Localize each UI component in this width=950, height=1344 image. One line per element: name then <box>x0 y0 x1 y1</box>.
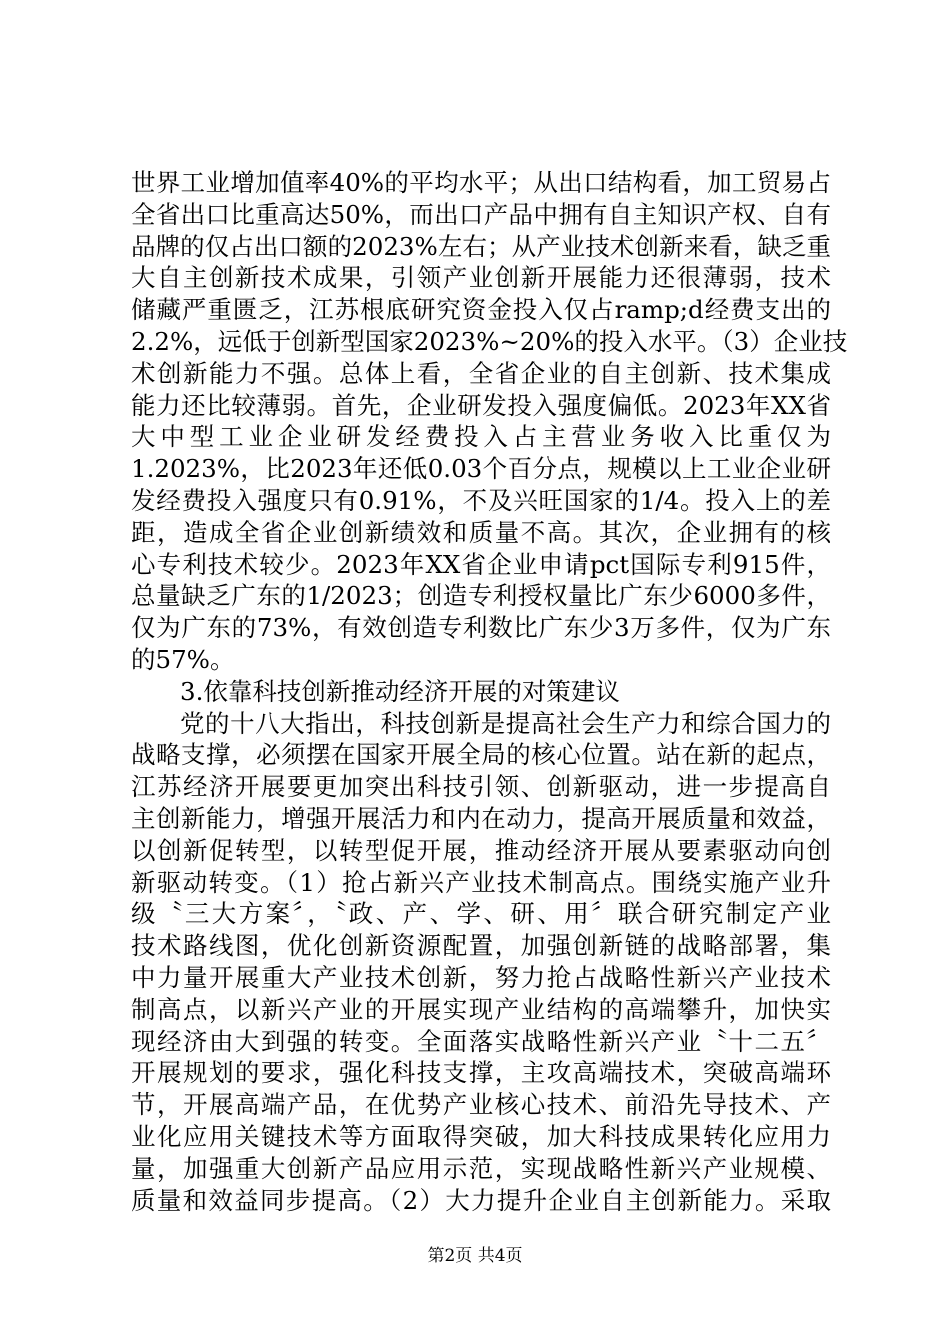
text-line: 主创新能力，增强开展活力和内在动力，提高开展质量和效益， <box>131 803 831 833</box>
text-line: 节，开展高端产品，在优势产业核心技术、前沿先导技术、产 <box>131 1090 831 1120</box>
text-line: 大中型工业企业研发经费投入占主营业务收入比重仅为 <box>131 422 831 452</box>
text-line: 大自主创新技术成果，引领产业创新开展能力还很薄弱，技术 <box>131 263 831 293</box>
text-line: 世界工业增加值率40%的平均水平；从出口结构看，加工贸易占 <box>131 168 831 197</box>
text-line: 储藏严重匮乏，江苏根底研究资金投入仅占ramp;d经费支出的 <box>131 295 831 325</box>
body-text <box>131 167 848 1216</box>
text-line: 制高点，以新兴产业的开展实现产业结构的高端攀升，加快实 <box>131 994 831 1024</box>
page-footer: 第2页 共4页 <box>427 1246 523 1266</box>
text-line: 党的十八大指出，科技创新是提高社会生产力和综合国力的 <box>180 708 831 738</box>
text-line: 的57%。 <box>131 644 235 674</box>
text-line: 距，造成全省企业创新绩效和质量不高。其次，企业拥有的核 <box>131 517 831 547</box>
text-line: 中力量开展重大产业技术创新，努力抢占战略性新兴产业技术 <box>131 962 831 992</box>
text-line: 2.2%，远低于创新型国家2023%~20%的投入水平。（3）企业技 <box>131 326 848 356</box>
text-line: 仅为广东的73%，有效创造专利数比广东少3万多件，仅为广东 <box>131 613 831 643</box>
text-line: 业化应用关键技术等方面取得突破，加大科技成果转化应用力 <box>131 1121 831 1151</box>
text-line: 术创新能力不强。总体上看，全省企业的自主创新、技术集成 <box>131 358 831 388</box>
text-line: 总量缺乏广东的1/2023；创造专利授权量比广东少6000多件， <box>131 581 831 611</box>
text-line: 发经费投入强度只有0.91%，不及兴旺国家的1/4。投入上的差 <box>131 485 831 515</box>
text-line: 技术路线图，优化创新资源配置，加强创新链的战略部署，集 <box>131 931 831 961</box>
text-line: 现经济由大到强的转变。全面落实战略性新兴产业〝十二五〞 <box>131 1026 831 1056</box>
text-line: 级〝三大方案〞，〝政、产、学、研、用〞联合研究制定产业 <box>131 899 831 929</box>
section-heading: 3.依靠科技创新推动经济开展的对策建议 <box>180 676 620 706</box>
text-line: 质量和效益同步提高。（2）大力提升企业自主创新能力。采取 <box>131 1185 831 1215</box>
text-line: 江苏经济开展要更加突出科技引领、创新驱动，进一步提高自 <box>131 772 831 802</box>
text-line: 以创新促转型，以转型促开展，推动经济开展从要素驱动向创 <box>131 835 831 865</box>
text-line: 新驱动转变。（1）抢占新兴产业技术制高点。围绕实施产业升 <box>131 867 831 897</box>
text-line: 量，加强重大创新产品应用示范，实现战略性新兴产业规模、 <box>131 1153 831 1183</box>
text-line: 能力还比较薄弱。首先，企业研发投入强度偏低。2023年XX省 <box>131 390 831 420</box>
text-line: 心专利技术较少。2023年XX省企业申请pct国际专利915件， <box>131 549 831 579</box>
text-line: 全省出口比重高达50%，而出口产品中拥有自主知识产权、自有 <box>131 199 831 229</box>
text-line: 开展规划的要求，强化科技支撑，主攻高端技术，突破高端环 <box>131 1058 831 1088</box>
text-line: 品牌的仅占出口额的2023%左右；从产业技术创新来看，缺乏重 <box>131 231 831 261</box>
text-line: 战略支撑，必须摆在国家开展全局的核心位置。站在新的起点， <box>131 740 831 770</box>
text-line: 1.2023%，比2023年还低0.03个百分点，规模以上工业企业研 <box>131 454 831 484</box>
